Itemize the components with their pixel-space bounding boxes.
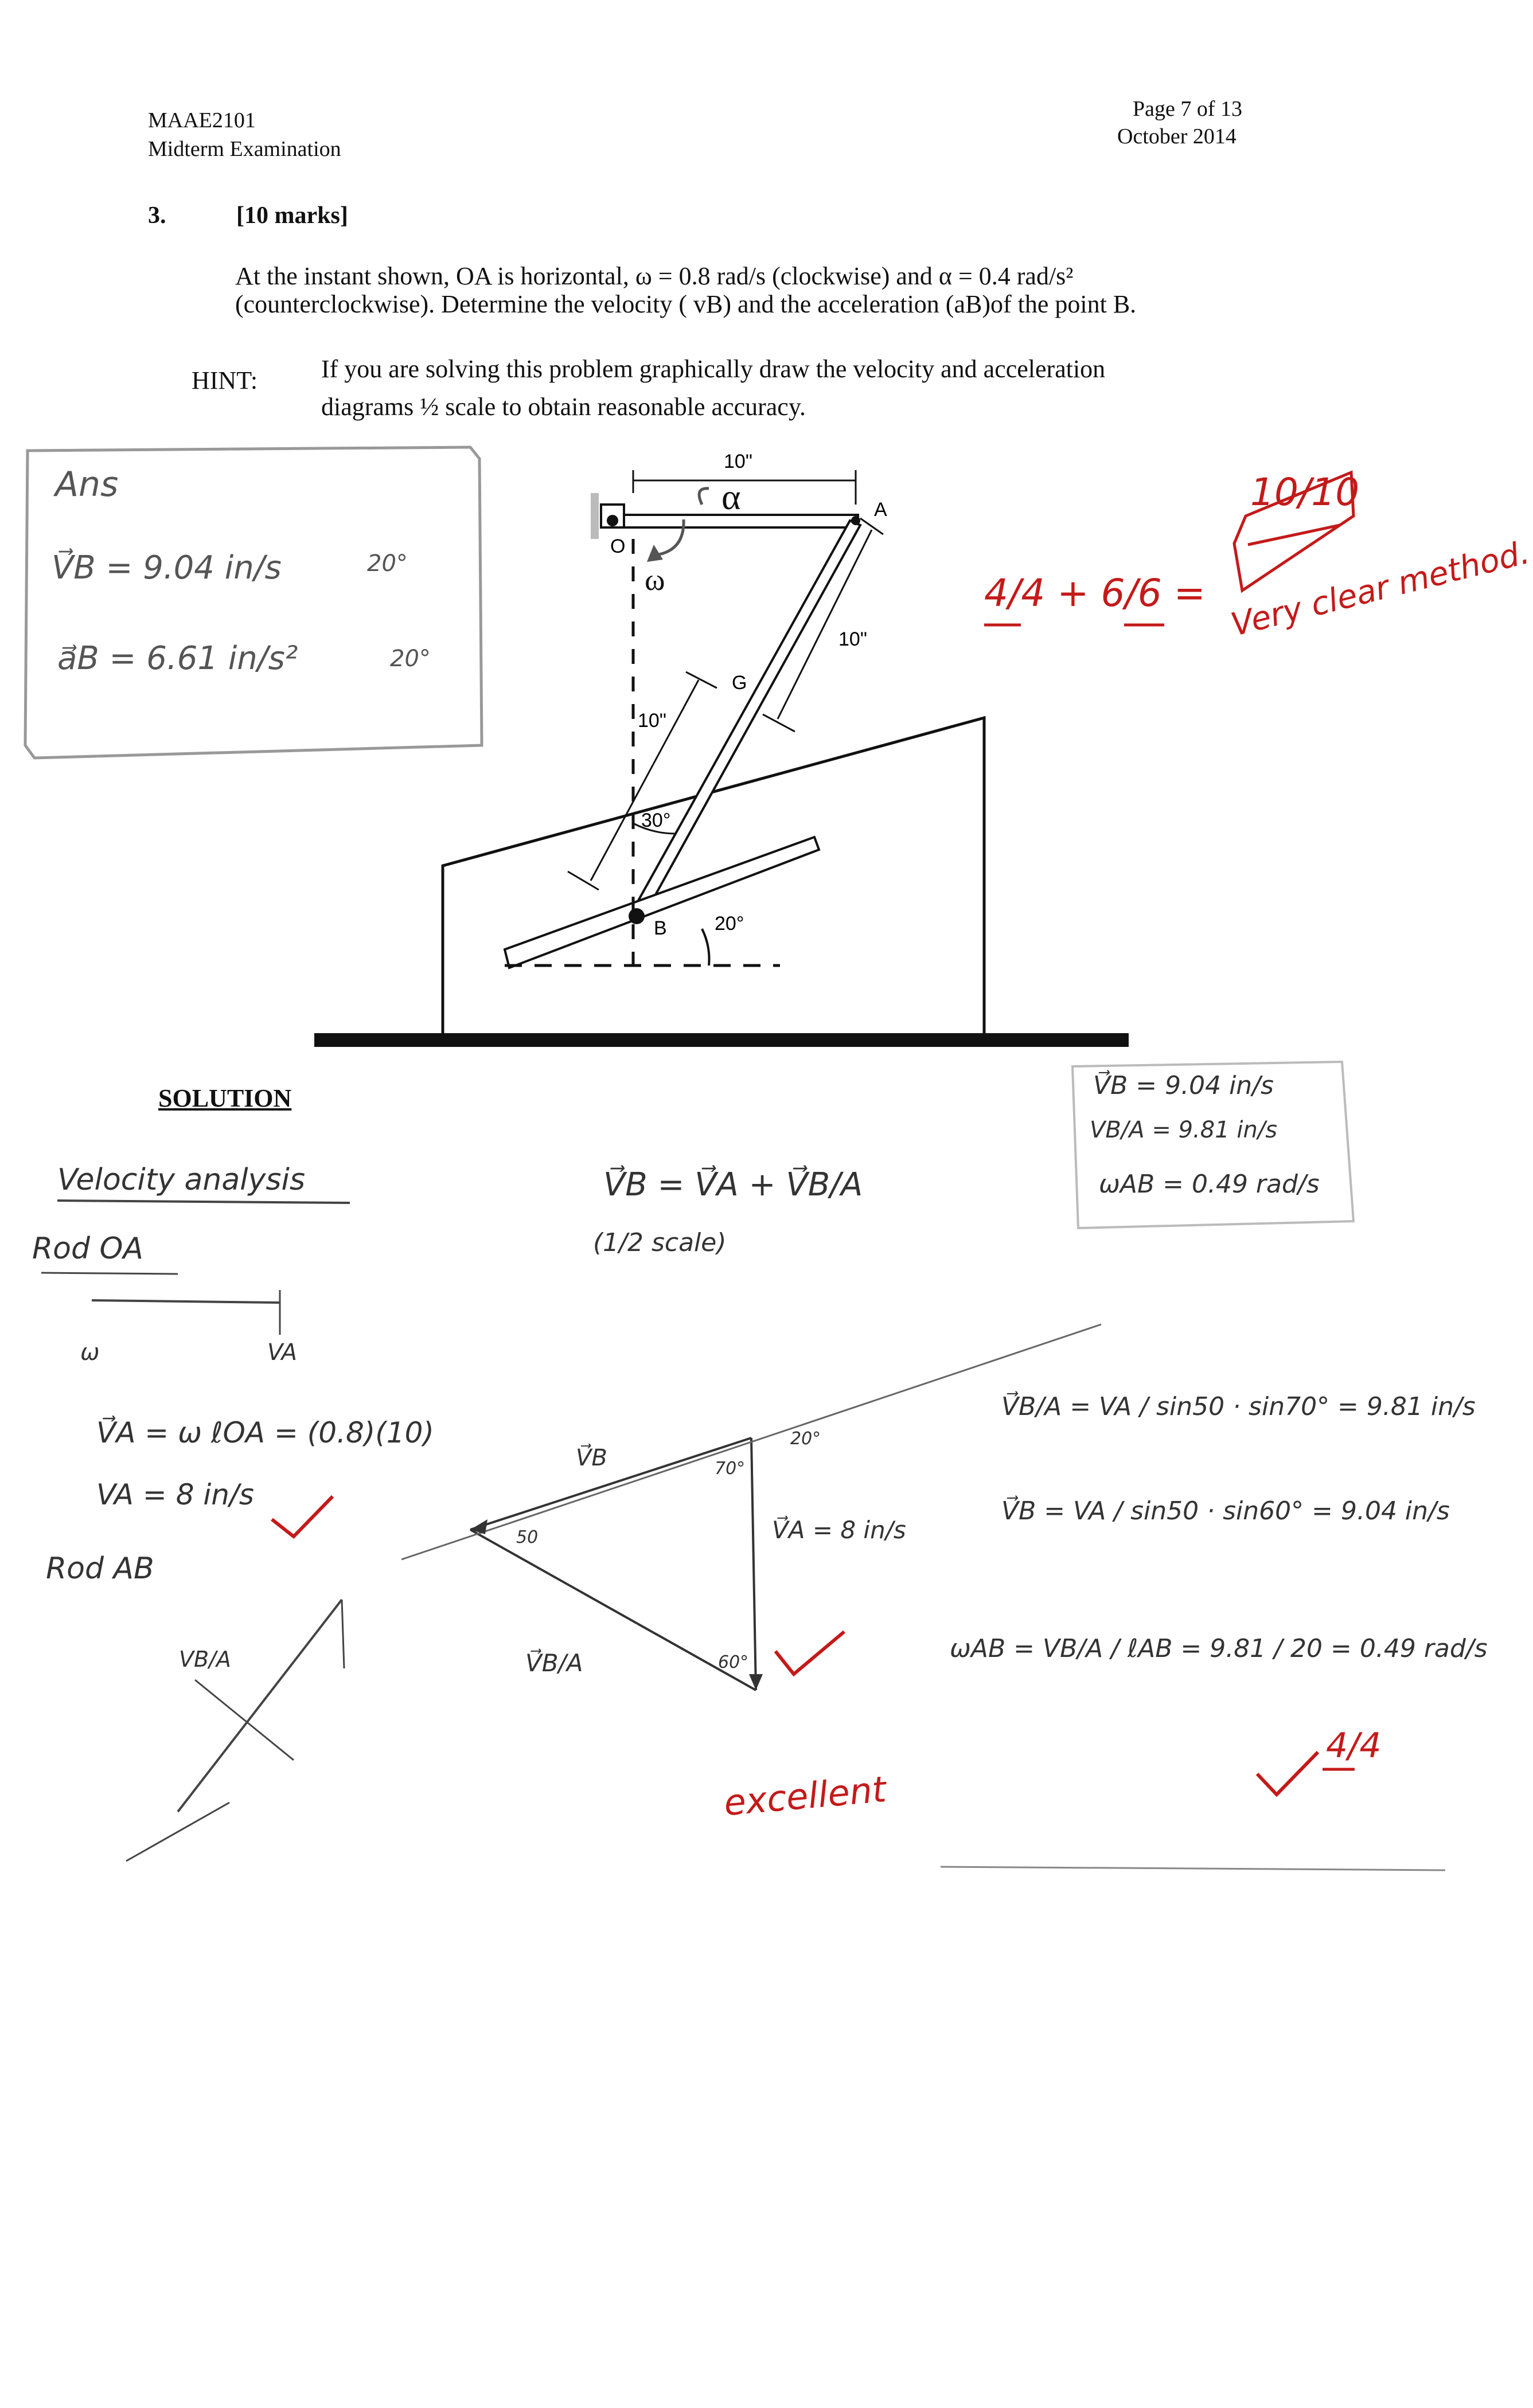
- calc-vb: V⃗B = VA / sin50 · sin60° = 9.04 in/s: [1001, 1496, 1450, 1526]
- va-equation: V⃗A = ω ℓOA = (0.8)(10): [96, 1416, 434, 1449]
- figure-label-20: 20°: [715, 913, 744, 935]
- velocity-analysis-heading: Velocity analysis: [57, 1163, 306, 1197]
- calc-wab: ωAB = VB/A / ℓAB = 9.81 / 20 = 0.49 rad/s: [950, 1634, 1488, 1663]
- check-diagram: [775, 1632, 844, 1674]
- tri-vb: [470, 1438, 751, 1530]
- check-va: [272, 1496, 333, 1537]
- answer-ab-angle: 20°: [390, 646, 431, 672]
- rod-ab-heading: Rod AB: [46, 1551, 154, 1586]
- grade-comment: Very clear method.: [1227, 533, 1533, 644]
- rod-oa-heading: Rod OA: [32, 1232, 143, 1266]
- diagram-angle-50: 50: [516, 1527, 539, 1547]
- solution-heading: SOLUTION: [158, 1084, 292, 1112]
- pin-b: [629, 908, 645, 924]
- grade-total: 10/10: [1250, 470, 1360, 514]
- calc-vba: V⃗B/A = VA / sin50 · sin70° = 9.81 in/s: [1001, 1392, 1476, 1421]
- check-final: [1257, 1752, 1318, 1795]
- page-number: Page 7 of 13: [1133, 97, 1243, 121]
- grade-final: 4/4: [1326, 1726, 1382, 1766]
- answer-ab: a⃗B = 6.61 in/s²: [57, 640, 298, 677]
- figure-label-30: 30°: [641, 810, 671, 831]
- figure-label-10-right: 10": [838, 628, 867, 650]
- sketch-rod-ab: [178, 1600, 342, 1812]
- sketch-rod-oa: [92, 1300, 280, 1303]
- summary-vba: VB/A = 9.81 in/s: [1090, 1117, 1278, 1143]
- diagram-angle-20: 20°: [790, 1429, 821, 1449]
- question-line-1: At the instant shown, OA is horizontal, ω = 0.8 rad/s (clockwise) and α = 0.4 rad/s²: [235, 262, 1074, 290]
- figure-label-a: A: [874, 499, 887, 521]
- diagram-va: V⃗A = 8 in/s: [772, 1516, 906, 1544]
- figure-label-o: O: [610, 535, 626, 557]
- figure-omega: ω: [645, 562, 665, 597]
- summary-vb: V⃗B = 9.04 in/s: [1093, 1071, 1274, 1100]
- diagram-vba: V⃗B/A: [525, 1649, 583, 1677]
- question-line-2: (counterclockwise). Determine the velocity ( vB) and the acceleration (aB)of the point B.: [235, 290, 1137, 318]
- va-value: VA = 8 in/s: [96, 1478, 254, 1511]
- underline-velocity: [57, 1201, 350, 1203]
- exam-date: October 2014: [1117, 124, 1236, 148]
- hint-line-2: diagrams ½ scale to obtain reasonable accuracy.: [321, 393, 806, 421]
- question-marks: [10 marks]: [236, 202, 348, 229]
- figure-label-g: G: [732, 672, 747, 694]
- exam-title: Midterm Examination: [148, 137, 341, 161]
- diagram-vb: V⃗B: [576, 1445, 607, 1471]
- hint-line-1: If you are solving this problem graphically draw the velocity and acceleration: [321, 355, 1106, 383]
- omega-label: ω: [80, 1339, 100, 1366]
- diagram-angle-60: 60°: [718, 1652, 749, 1672]
- va-label: VA: [267, 1339, 298, 1366]
- figure-alpha: α: [721, 476, 741, 517]
- diagram-angle-70: 70°: [715, 1459, 746, 1479]
- summary-wab: ωAB = 0.49 rad/s: [1099, 1170, 1320, 1199]
- grade-excellent: excellent: [722, 1768, 888, 1824]
- pin-o: [607, 515, 618, 526]
- answer-vb: V⃗B = 9.04 in/s: [52, 549, 282, 587]
- scale-note: (1/2 scale): [593, 1228, 727, 1257]
- figure-label-10-top: 10": [724, 451, 752, 472]
- figure-label-b: B: [654, 917, 667, 939]
- answer-title: Ans: [55, 464, 119, 505]
- course-code: MAAE2101: [148, 108, 256, 132]
- tri-vba: [470, 1530, 756, 1690]
- ground-line: [314, 1033, 1129, 1047]
- hint-label: HINT:: [192, 366, 258, 394]
- grade-fraction: 4/4 + 6/6 =: [984, 571, 1206, 615]
- pin-a: [851, 516, 860, 525]
- question-number: 3.: [148, 202, 166, 229]
- tri-va: [751, 1438, 756, 1690]
- vba-label: VB/A: [179, 1647, 231, 1672]
- wall-support: [591, 493, 599, 539]
- answer-vb-angle: 20°: [367, 550, 408, 577]
- figure-label-10-left: 10": [638, 710, 666, 732]
- vector-equation: V⃗B = V⃗A + V⃗B/A: [603, 1166, 863, 1203]
